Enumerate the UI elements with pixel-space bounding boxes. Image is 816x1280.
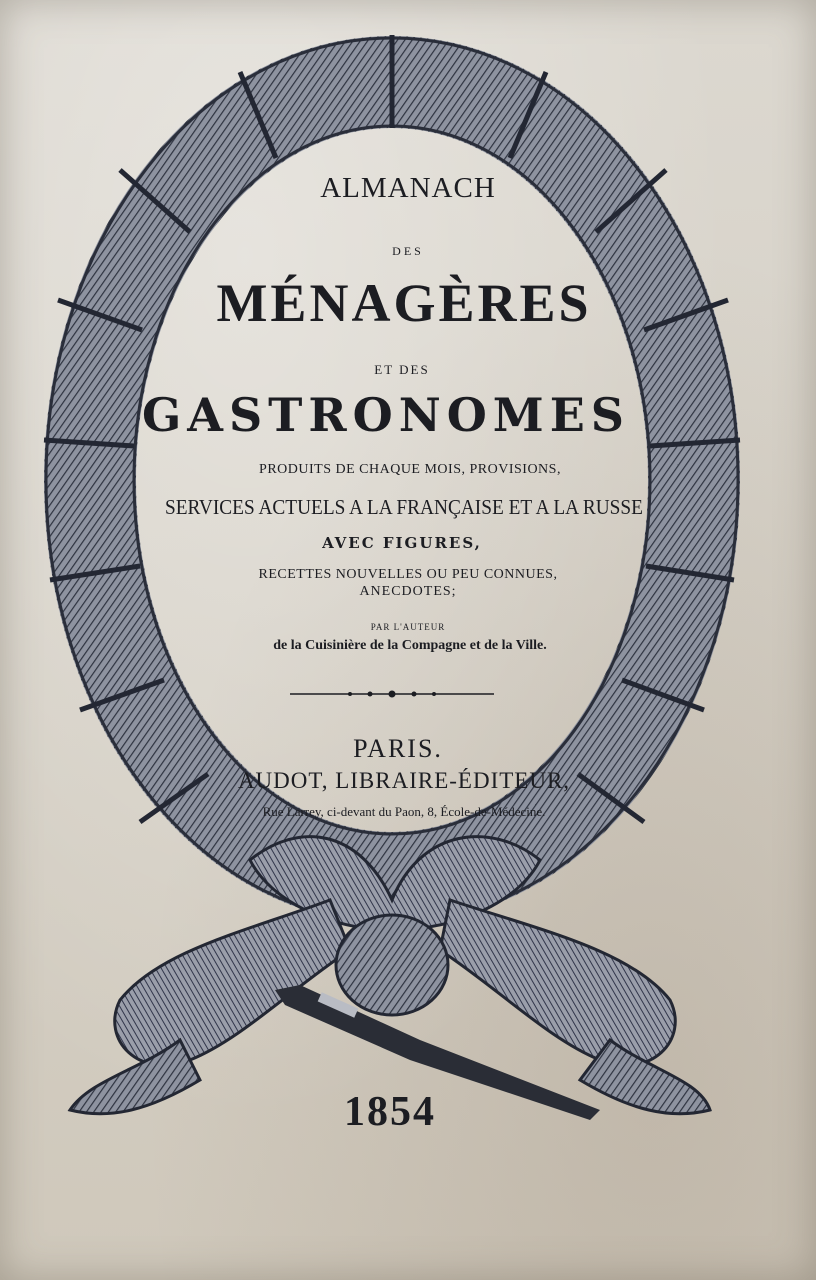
subtitle-produits: PRODUITS DE CHAQUE MOIS, PROVISIONS, (259, 462, 561, 477)
publication-year: 1854 (344, 1089, 436, 1135)
title-et-des: ET DES (374, 362, 430, 377)
imprint-publisher: AUDOT, LIBRAIRE-ÉDITEUR, (237, 768, 571, 793)
fleuron-ornament (290, 686, 494, 706)
subtitle-services: SERVICES ACTUELS A LA FRANÇAISE ET A LA RUSSE (165, 495, 643, 519)
author-credit-label: PAR L'AUTEUR (370, 622, 446, 632)
title-menageres: MÉNAGÈRES (216, 273, 592, 333)
title-almanach: ALMANACH (320, 172, 496, 204)
author-credit: de la Cuisinière de la Compagne et de la Ville. (273, 638, 547, 653)
imprint-address: Rue Larrey, ci-devant du Paon, 8, École-de-Médecine. (262, 804, 546, 819)
imprint-city: PARIS. (353, 734, 443, 763)
subtitle-figures: AVEC FIGURES, (322, 534, 482, 552)
subtitle-anecdotes: ANECDOTES; (359, 584, 457, 599)
title-des: DES (392, 244, 424, 258)
title-gastronomes: GASTRONOMES (141, 388, 631, 442)
subtitle-recettes: RECETTES NOUVELLES OU PEU CONNUES, (258, 567, 558, 582)
